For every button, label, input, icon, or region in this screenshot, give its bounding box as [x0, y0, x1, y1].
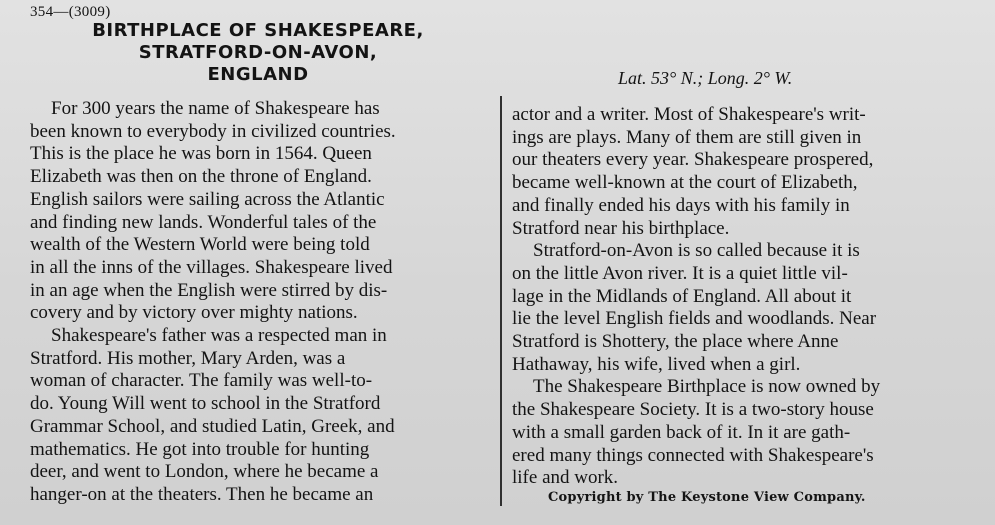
text-line: For 300 years the name of Shakespeare has: [51, 98, 380, 119]
text-line: Elizabeth was then on the throne of England.: [30, 166, 372, 188]
text-line: English sailors were sailing across the Atlantic: [30, 188, 385, 210]
text-line: Stratford is Shottery, the place where Anne: [512, 331, 839, 353]
title-line: STRATFORD-ON-AVON,: [138, 42, 378, 63]
text-line: This is the place he was born in 1564. Queen: [30, 143, 372, 165]
text-line: on the little Avon river. It is a quiet little vil-: [512, 262, 848, 284]
text-line: Stratford. His mother, Mary Arden, was a: [30, 347, 346, 369]
text-line: actor and a writer. Most of Shakespeare's writ-: [512, 104, 866, 125]
text-line: became well-known at the court of Elizabeth,: [512, 172, 858, 194]
text-line: been known to everybody in civilized countries.: [30, 120, 396, 142]
text-line: Shakespeare's father was a respected man in: [51, 325, 387, 347]
text-line: the Shakespeare Society. It is a two-story house: [512, 399, 874, 421]
column-divider: [500, 96, 502, 506]
text-line: ered many things connected with Shakespeare's: [512, 444, 874, 466]
text-line: The Shakespeare Birthplace is now owned by: [533, 376, 881, 398]
text-line: Grammar School, and studied Latin, Greek, and: [30, 415, 395, 437]
page-title: [38, 20, 478, 86]
right-text-column: [512, 104, 982, 490]
text-line: woman of character. The family was well-to-: [30, 370, 373, 392]
text-line: hanger-on at the theaters. Then he became an: [30, 483, 374, 505]
text-line: do. Young Will went to school in the Stratford: [30, 393, 381, 415]
text-line: deer, and went to London, where he became a: [30, 461, 379, 483]
text-line: Stratford-on-Avon is so called because it is: [533, 240, 860, 262]
text-line: lage in the Midlands of England. All about it: [512, 285, 852, 307]
text-line: our theaters every year. Shakespeare prospered,: [512, 149, 874, 171]
text-line: life and work.: [512, 467, 619, 489]
title-line: BIRTHPLACE OF SHAKESPEARE,: [92, 20, 424, 41]
catalog-number: 354—(3009): [30, 4, 111, 20]
text-line: ings are plays. Many of them are still given in: [512, 126, 862, 148]
text-line: Hathaway, his wife, lived when a girl.: [512, 353, 801, 375]
text-line: lie the level English fields and woodlands. Near: [512, 308, 877, 330]
text-line: with a small garden back of it. In it are gath-: [512, 421, 851, 443]
copyright-notice: Copyright by The Keystone View Company.: [548, 490, 866, 505]
text-line: in an age when the English were stirred by dis-: [30, 279, 388, 301]
text-line: and finding new lands. Wonderful tales of the: [30, 211, 377, 233]
text-line: and finally ended his days with his family in: [512, 194, 850, 216]
text-line: in all the inns of the villages. Shakespeare lived: [30, 256, 393, 278]
left-text-column: [30, 98, 492, 507]
title-line: ENGLAND: [207, 64, 309, 85]
text-line: covery and by victory over mighty nations.: [30, 302, 358, 324]
text-line: mathematics. He got into trouble for hunting: [30, 438, 370, 460]
coordinates-caption: Lat. 53° N.; Long. 2° W.: [618, 68, 793, 88]
text-line: wealth of the Western World were being told: [30, 234, 370, 256]
text-line: Stratford near his birthplace.: [512, 217, 730, 239]
